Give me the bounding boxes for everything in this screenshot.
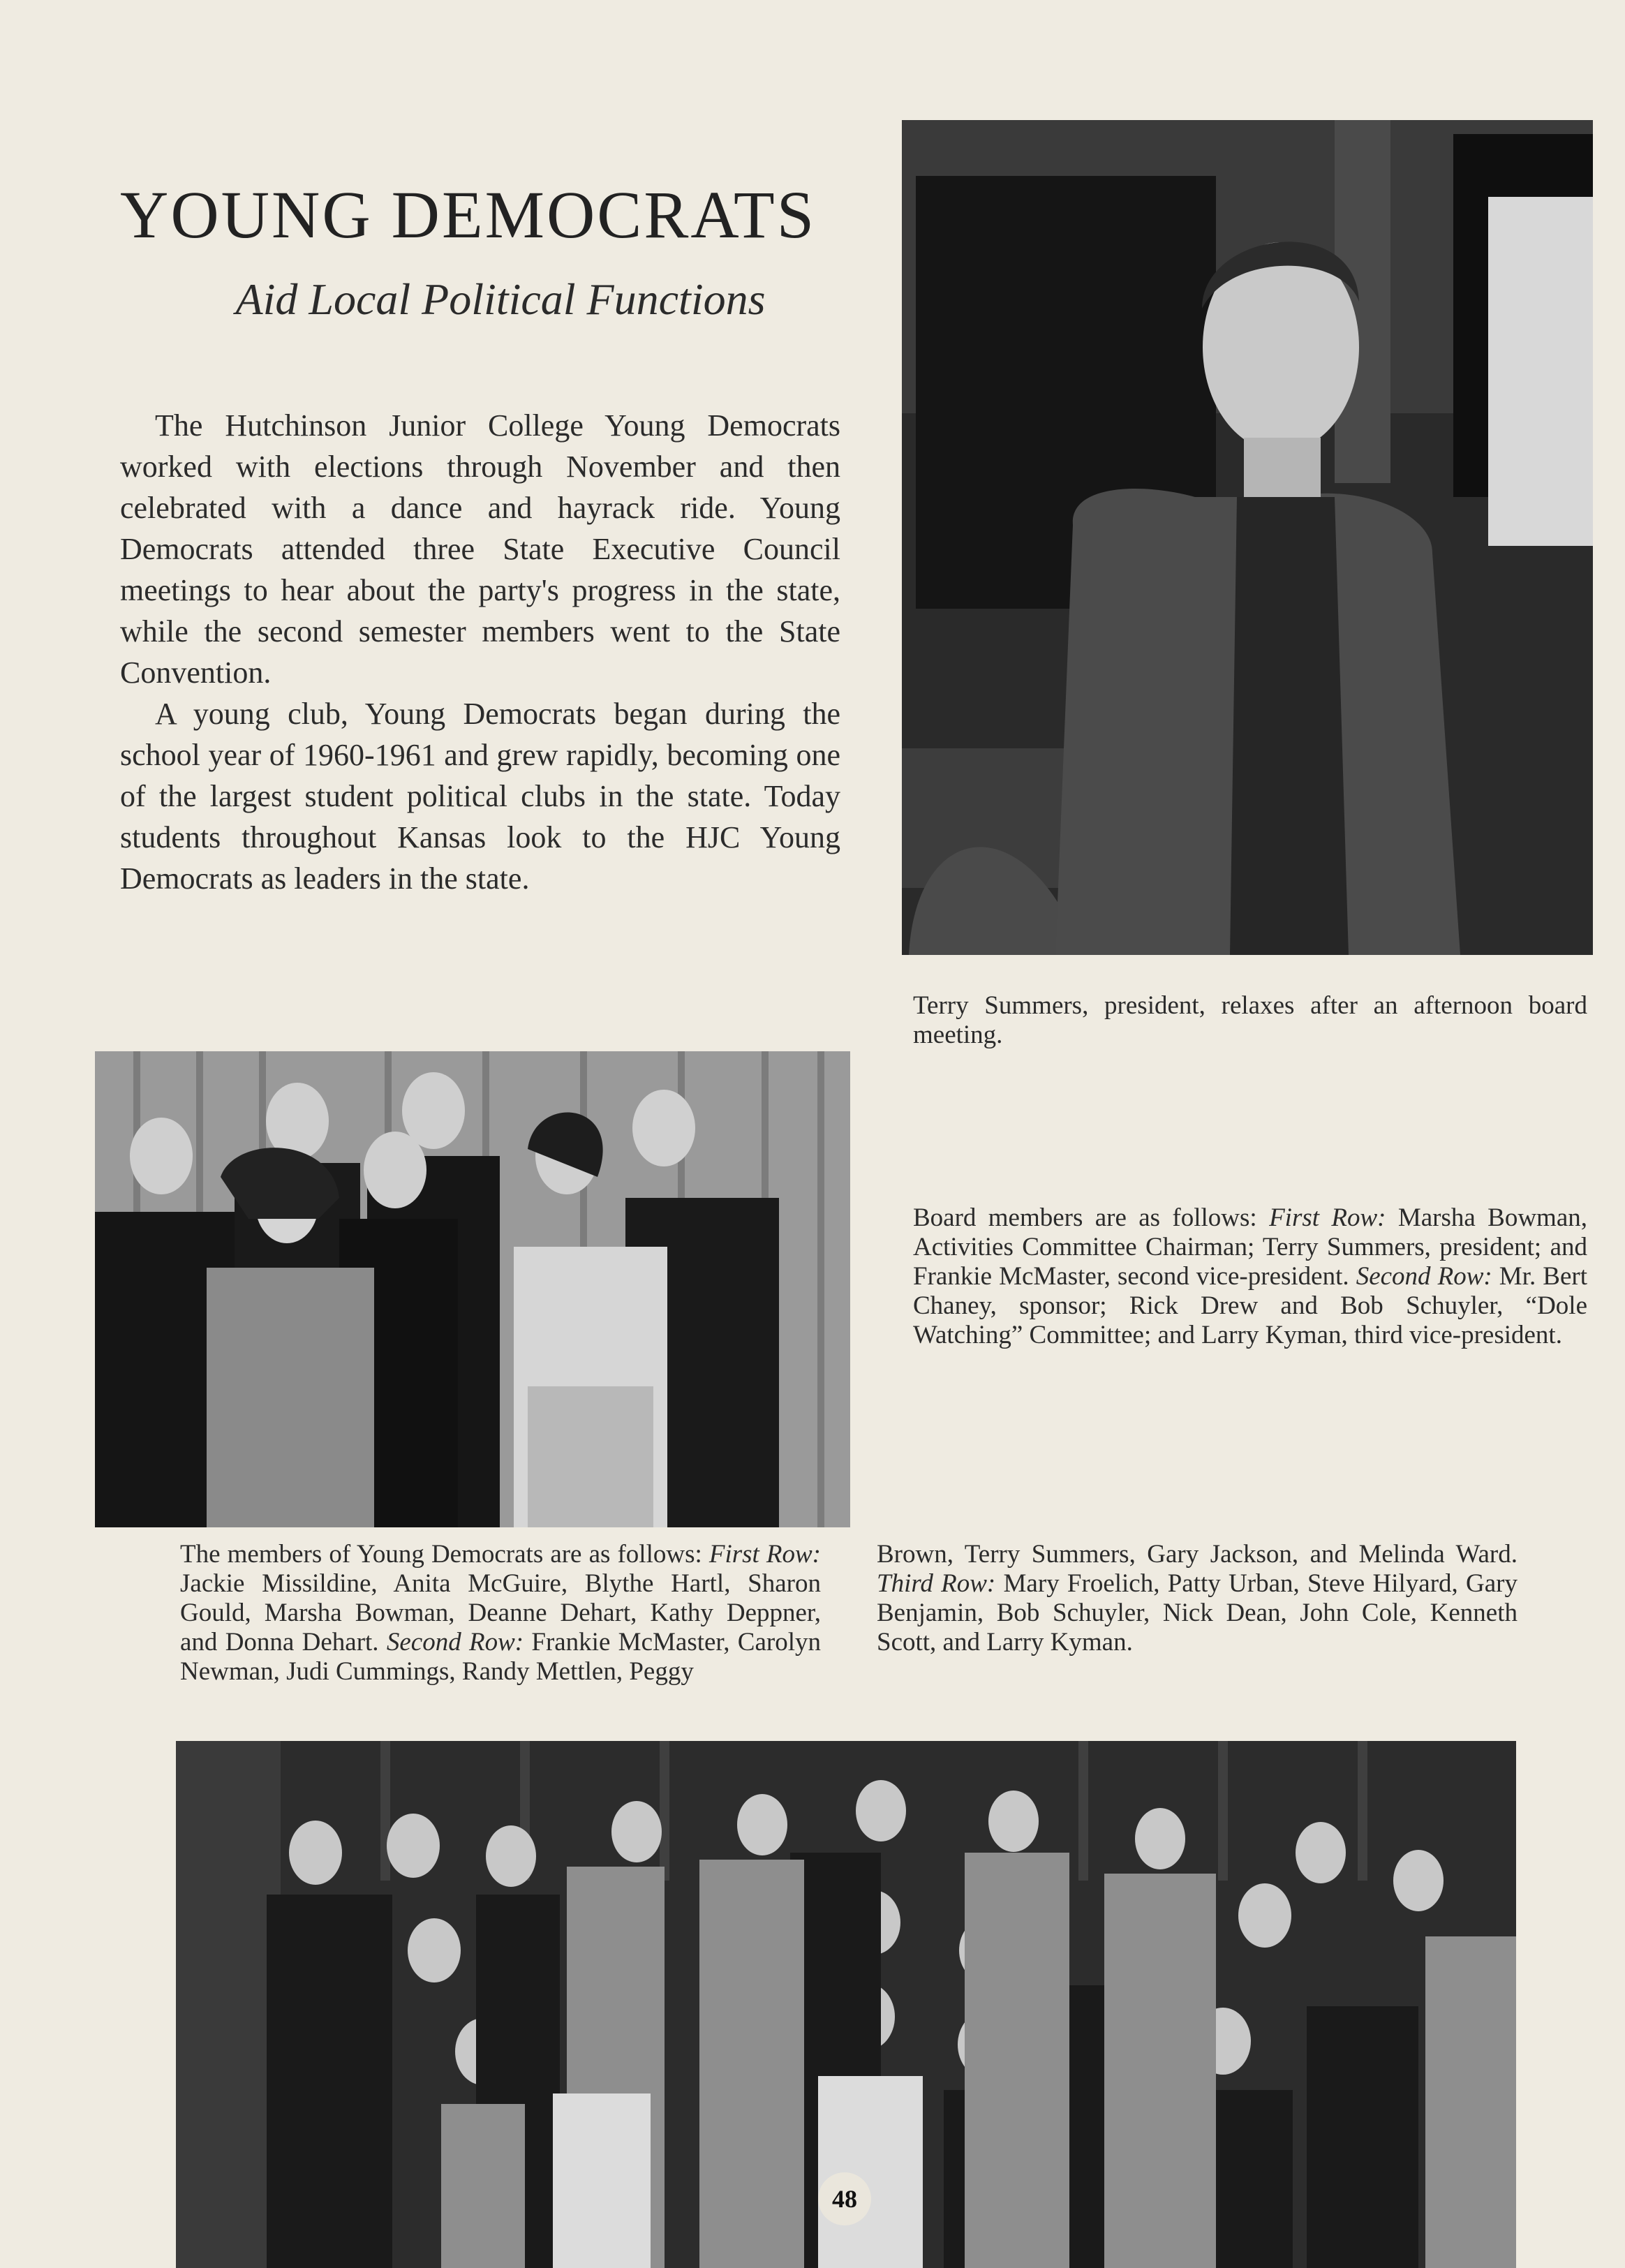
members-row1-text: Jackie Missildine, Anita McGuire, Blythe Hartl, Sharon Gould, Marsha Bowman, Deanne Dehart, Kathy Deppner, and Donna Dehart. (180, 1569, 821, 1656)
members-caption-col1 (180, 1540, 821, 1687)
members-caption-col2 (877, 1540, 1518, 1657)
president-caption: Terry Summers, president, relaxes after an afternoon board meeting. (913, 991, 1587, 1049)
members-row3-text: Mary Froelich, Patty Urban, Steve Hilyard, Gary Benjamin, Bob Schuyler, Nick Dean, John Cole, Kenneth Scott, and Larry Kyman. (877, 1569, 1518, 1656)
members-row2-label: Second Row: (386, 1628, 524, 1656)
president-photo (902, 120, 1593, 955)
board-row1-label: First Row: (1269, 1203, 1386, 1232)
article-paragraph: The Hutchinson Junior College Young Democrats worked with elections through November and then celebrated with a dance and hayrack ride. Young Democrats attended three State Executive Council meetings to hear about the party's progress in the state, while the second semester members went to the State Convention. (120, 408, 840, 690)
article-paragraph: A young club, Young Democrats began during the school year of 1960-1961 and grew rapidly, becoming one of the largest student political clubs in the state. Today students throughout Kansas look to the HJC Young Democrats as leaders in the state. (120, 697, 840, 896)
members-caption-intro: The members of Young Democrats are as follows: (180, 1540, 709, 1569)
board-caption (913, 1203, 1587, 1350)
board-row2-label: Second Row: (1356, 1262, 1492, 1291)
page-subtitle: Aid Local Political Functions (235, 274, 766, 324)
board-caption-intro: Board members are as follows: (913, 1203, 1270, 1232)
members-row2-text: Frankie McMaster, Carolyn Newman, Judi Cummings, Randy Mettlen, Peggy (180, 1628, 821, 1686)
page-number: 48 (818, 2172, 871, 2225)
board-photo (95, 1051, 850, 1527)
board-row1-text: Marsha Bowman, Activities Committee Chairman; Terry Summers, president; and Frankie McMaster, second vice-president. (913, 1203, 1587, 1291)
members-col2-text: Brown, Terry Summers, Gary Jackson, and Melinda Ward. (877, 1540, 1518, 1569)
article-body (120, 405, 840, 899)
board-row2-text: Mr. Bert Chaney, sponsor; Rick Drew and Bob Schuyler, “Dole Watching” Committee; and Larry Kyman, third vice-president. (913, 1262, 1587, 1349)
page-title: YOUNG DEMOCRATS (120, 177, 817, 252)
members-row3-label: Third Row: (877, 1569, 996, 1598)
members-row1-label: First Row: (708, 1540, 821, 1569)
